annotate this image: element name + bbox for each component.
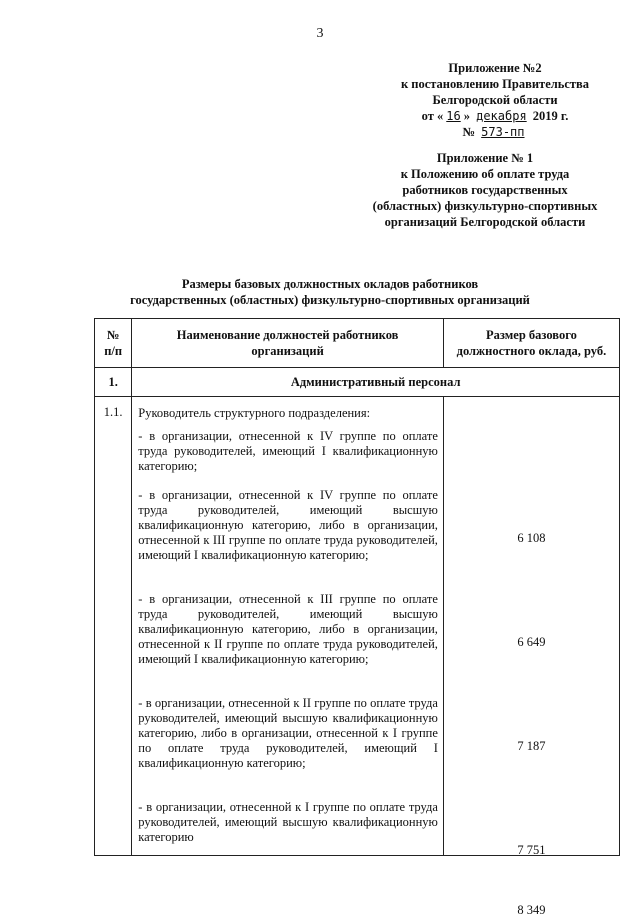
appendix-2-date xyxy=(380,108,610,124)
title-line: Размеры базовых должностных окладов работников xyxy=(181,277,479,291)
row-values xyxy=(443,397,619,917)
section-num: 1. xyxy=(95,368,132,397)
document-title xyxy=(40,276,620,308)
salary-value: 8 349 xyxy=(517,903,546,917)
number-value: 573-пп xyxy=(481,125,525,139)
appendix-1-block xyxy=(355,150,615,230)
table-header-row xyxy=(95,319,620,368)
appendix-2-title: Приложение №2 xyxy=(448,61,542,75)
row-description xyxy=(132,397,444,856)
row-num: 1.1. xyxy=(95,397,132,856)
section-name: Административный персонал xyxy=(132,368,620,397)
salary-value: 6 108 xyxy=(517,531,546,545)
list-item: - в организации, отнесенной к I группе по оплате труда руководителей, имеющий высшую квалификационную категорию xyxy=(138,800,438,844)
section-row xyxy=(95,368,620,397)
header-salary: Размер базового должностного оклада, руб. xyxy=(443,319,619,368)
row-intro: Руководитель структурного подразделения: xyxy=(138,406,371,420)
appendix-1-line: работников государственных xyxy=(402,183,568,197)
salary-value: 6 649 xyxy=(517,635,546,649)
appendix-1-line: к Положению об оплате труда xyxy=(400,167,570,181)
date-year: 2019 г. xyxy=(532,109,569,123)
list-item: - в организации, отнесенной к III группе по оплате труда руководителей, имеющий высшую квалификационную категорию, либо в организации, отнесенной к II группе по оплате труда руководителей, имеющий I квалификационную категорию; xyxy=(138,592,438,666)
list-item: - в организации, отнесенной к IV группе по оплате труда руководителей, имеющий I квалификационную категорию; xyxy=(138,429,438,473)
number-prefix: № xyxy=(462,125,476,139)
header-name: Наименование должностей работников организаций xyxy=(132,319,444,368)
title-line: государственных (областных) физкультурно-спортивных организаций xyxy=(130,293,530,307)
salary-value: 7 751 xyxy=(517,843,546,857)
appendix-1-line: (областных) физкультурно-спортивных xyxy=(372,199,598,213)
salary-table xyxy=(94,318,620,917)
date-day: 16 xyxy=(446,109,461,123)
header-num: № п/п xyxy=(95,319,132,368)
appendix-2-block xyxy=(380,60,610,140)
list-item: - в организации, отнесенной к IV группе по оплате труда руководителей, имеющий высшую квалификационную категорию, либо в организации, отнесенной к III группе по оплате труда руководителей, имеющий I квалификационную категорию; xyxy=(138,488,438,562)
list-item: - в организации, отнесенной к II группе по оплате труда руководителей, имеющий высшую квалификационную категорию, либо в организации, отнесенной к I группе по оплате труда руководителей, имеющий I квалификационную категорию; xyxy=(138,696,438,770)
date-mid: » xyxy=(463,109,470,123)
appendix-2-line: к постановлению Правительства xyxy=(400,77,590,91)
table-row xyxy=(95,397,620,856)
page-number: 3 xyxy=(316,26,324,41)
appendix-1-title: Приложение № 1 xyxy=(436,151,534,165)
date-prefix: от « xyxy=(421,109,444,123)
date-month: декабря xyxy=(476,109,527,123)
salary-value: 7 187 xyxy=(517,739,546,753)
appendix-2-number xyxy=(380,124,610,140)
appendix-1-line: организаций Белгородской области xyxy=(384,215,586,229)
appendix-2-line: Белгородской области xyxy=(432,93,558,107)
